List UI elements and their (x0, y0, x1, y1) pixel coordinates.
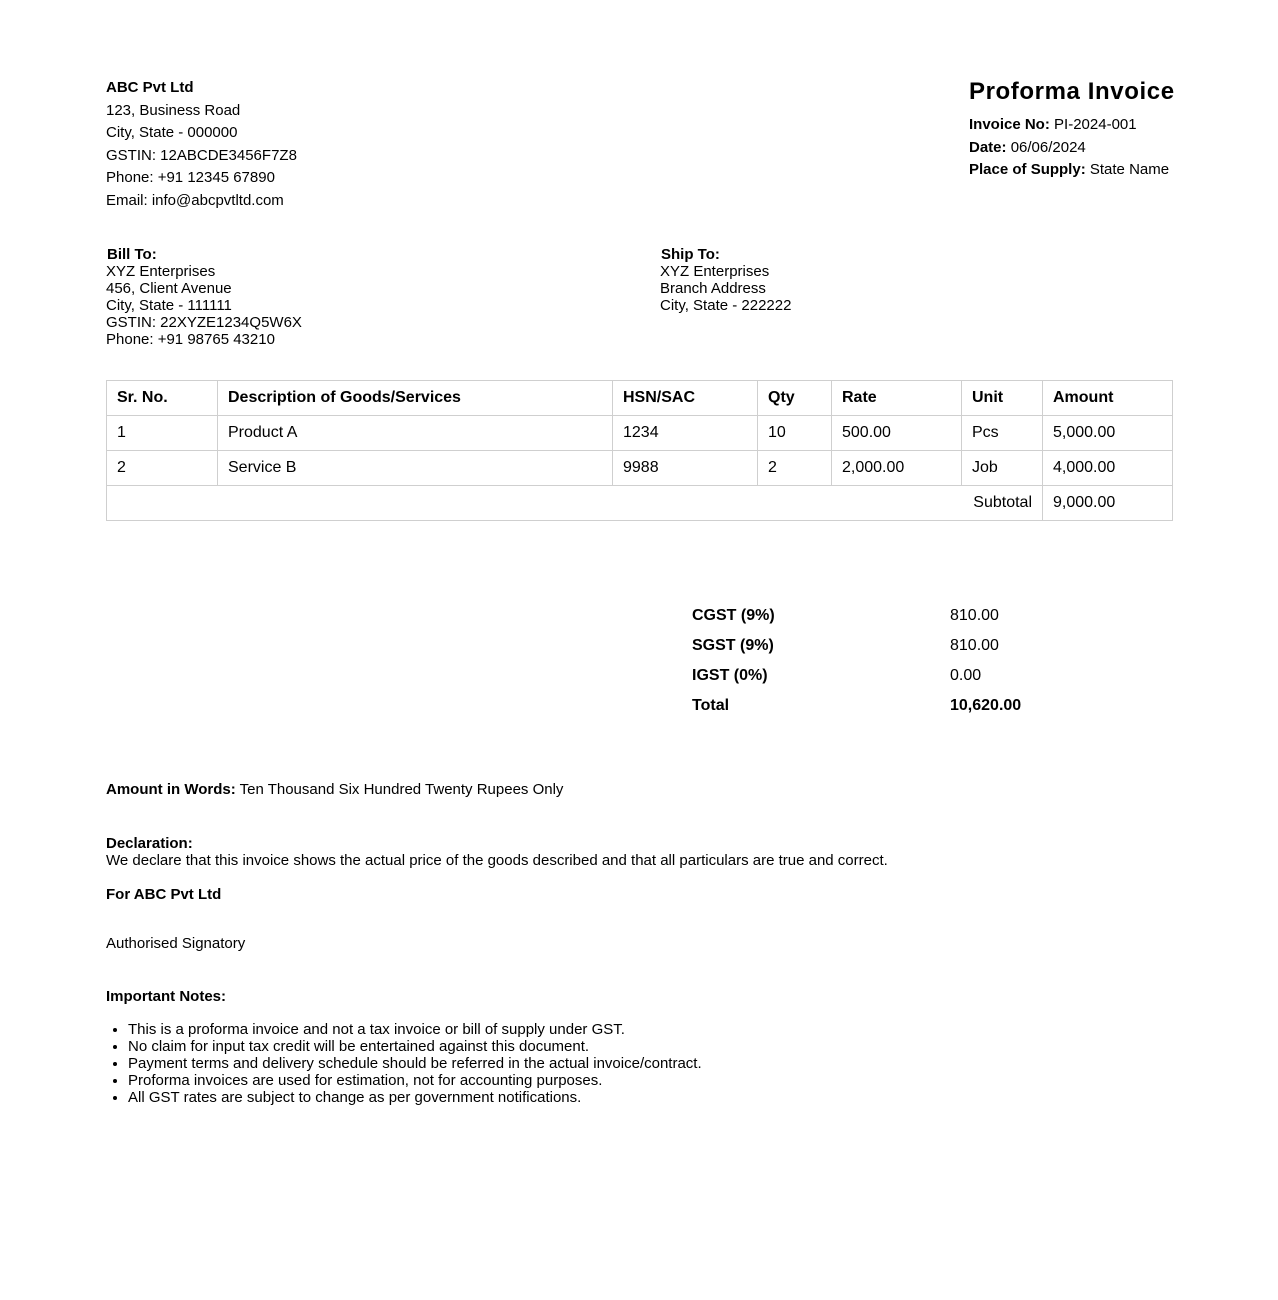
list-item: • All GST rates are subject to change as per government notifications. (128, 1089, 702, 1106)
subtotal-row (107, 486, 1173, 521)
table-row (107, 451, 1173, 486)
tax-row-cgst (692, 601, 1021, 631)
tax-value: 0.00 (950, 667, 982, 684)
subtotal-value: 9,000.00 (1043, 486, 1173, 521)
total-label: Total (692, 697, 730, 714)
ship-to-label: Ship To: (661, 246, 720, 263)
invoice-date-label: Date: (969, 138, 1007, 156)
list-item: • No claim for input tax credit will be entertained against this document. (128, 1038, 702, 1055)
amount-in-words (106, 781, 563, 798)
items-table (106, 380, 1173, 521)
amount-in-words-value: Ten Thousand Six Hundred Twenty Rupees Only (239, 781, 564, 798)
cell-qty: 2 (758, 451, 832, 486)
total-value: 10,620.00 (950, 697, 1022, 714)
cell-unit: Pcs (962, 416, 1043, 451)
seller-phone: Phone: +91 12345 67890 (106, 169, 275, 187)
cell-description: Service B (218, 451, 613, 486)
for-company: For ABC Pvt Ltd (106, 886, 222, 903)
place-of-supply: State Name (1089, 161, 1170, 179)
column-header-amount: Amount (1043, 381, 1173, 416)
table-header-row (107, 381, 1173, 416)
tax-summary (692, 601, 1021, 721)
declaration-text: We declare that this invoice shows the actual price of the goods described and that all particulars are true and correct. (106, 852, 888, 869)
cell-unit: Job (962, 451, 1043, 486)
notes-title: Important Notes: (106, 988, 226, 1005)
place-of-supply-row (969, 159, 1175, 182)
column-header-unit: Unit (962, 381, 1043, 416)
table-row (107, 416, 1173, 451)
cell-amount: 5,000.00 (1043, 416, 1173, 451)
seller-address-line1: 123, Business Road (106, 101, 241, 119)
ship-to-block (660, 246, 791, 314)
notes-list (106, 1021, 702, 1106)
tax-label: IGST (0%) (692, 667, 768, 684)
declaration-label: Declaration: (106, 835, 193, 852)
cell-rate: 500.00 (832, 416, 962, 451)
column-header-description: Description of Goods/Services (218, 381, 613, 416)
authorised-signatory: Authorised Signatory (106, 935, 246, 952)
tax-label: CGST (9%) (692, 607, 775, 624)
bill-to-line: GSTIN: 22XYZE1234Q5W6X (106, 314, 302, 331)
invoice-date-row (969, 137, 1175, 160)
column-header-qty: Qty (758, 381, 832, 416)
tax-value: 810.00 (950, 607, 999, 624)
ship-to-line: XYZ Enterprises (660, 263, 770, 280)
invoice-header (969, 77, 1175, 182)
ship-to-line: Branch Address (660, 280, 766, 297)
bill-to-line: Phone: +91 98765 43210 (106, 331, 275, 348)
seller-email: Email: info@abcpvtltd.com (106, 191, 284, 209)
list-item: • This is a proforma invoice and not a tax invoice or bill of supply under GST. (128, 1021, 702, 1038)
column-header-sr-no: Sr. No. (107, 381, 218, 416)
cell-hsn-sac: 1234 (613, 416, 758, 451)
cell-amount: 4,000.00 (1043, 451, 1173, 486)
invoice-number-row (969, 114, 1175, 137)
bill-to-line: City, State - 111111 (106, 297, 232, 314)
bill-to-line: XYZ Enterprises (106, 263, 216, 280)
cell-description: Product A (218, 416, 613, 451)
bill-to-label: Bill To: (107, 246, 157, 263)
seller-gstin: GSTIN: 12ABCDE3456F7Z8 (106, 146, 297, 164)
cell-sr-no: 1 (107, 416, 218, 451)
bill-to-line: 456, Client Avenue (106, 280, 232, 297)
place-of-supply-label: Place of Supply: (969, 161, 1086, 179)
cell-hsn-sac: 9988 (613, 451, 758, 486)
list-item: • Proforma invoices are used for estimation, not for accounting purposes. (128, 1072, 702, 1089)
ship-to-line: City, State - 222222 (660, 297, 792, 314)
tax-row-sgst (692, 631, 1021, 661)
invoice-number-label: Invoice No: (969, 116, 1050, 133)
column-header-rate: Rate (832, 381, 962, 416)
cell-sr-no: 2 (107, 451, 218, 486)
tax-label: SGST (9%) (692, 637, 774, 654)
column-header-hsn-sac: HSN/SAC (613, 381, 758, 416)
seller-details (106, 77, 297, 213)
subtotal-label: Subtotal (107, 486, 1043, 521)
cell-qty: 10 (758, 416, 832, 451)
cell-rate: 2,000.00 (832, 451, 962, 486)
amount-in-words-label: Amount in Words: (106, 781, 236, 798)
invoice-title: Proforma Invoice (969, 78, 1175, 105)
invoice-date: 06/06/2024 (1010, 138, 1086, 156)
invoice-number: PI-2024-001 (1054, 116, 1137, 133)
seller-address-line2: City, State - 000000 (106, 124, 238, 142)
declaration (106, 835, 888, 869)
tax-row-igst (692, 661, 1021, 691)
bill-to-block (106, 246, 302, 348)
tax-value: 810.00 (950, 637, 999, 654)
list-item: • Payment terms and delivery schedule should be referred in the actual invoice/contract. (128, 1055, 702, 1072)
total-row (692, 691, 1021, 721)
seller-name: ABC Pvt Ltd (106, 79, 194, 96)
